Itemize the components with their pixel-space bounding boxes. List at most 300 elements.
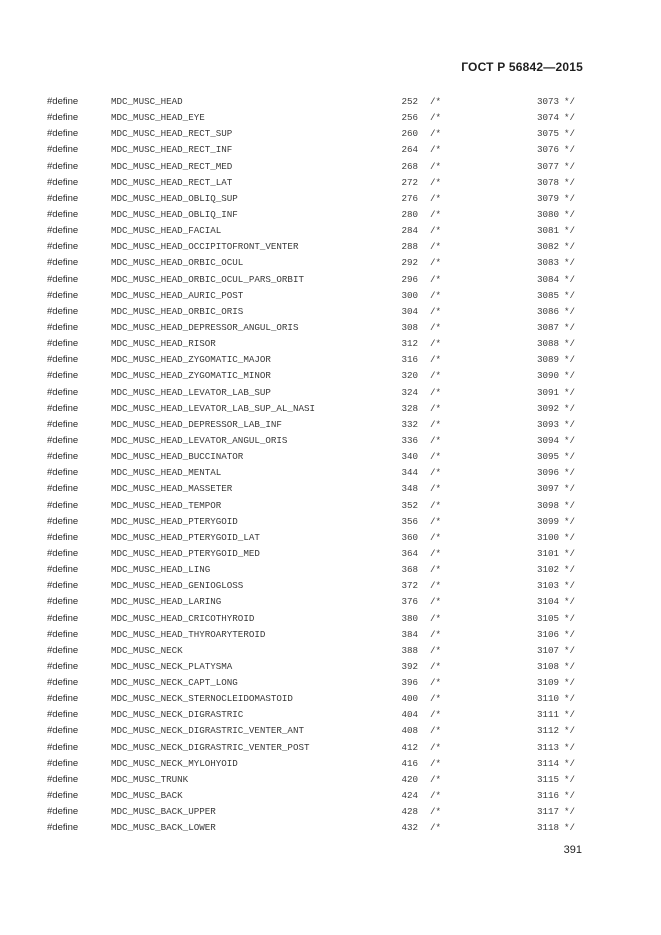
define-keyword: #define: [47, 225, 79, 237]
define-keyword: #define: [47, 709, 79, 721]
comment-code: 3090: [536, 370, 559, 382]
define-keyword: #define: [47, 580, 79, 592]
define-row: [0, 352, 661, 368]
define-row: [0, 255, 661, 271]
comment-open: /*: [430, 822, 442, 834]
comment-close: */: [564, 273, 576, 285]
define-keyword: #define: [47, 289, 79, 301]
define-row: [0, 401, 661, 417]
comment-open: /*: [430, 338, 442, 350]
define-row: [0, 659, 661, 675]
comment-open: /*: [430, 580, 442, 592]
constant-value: 396: [401, 677, 418, 689]
constant-value: 404: [401, 709, 418, 721]
define-row: [0, 433, 661, 449]
constant-value: 364: [401, 547, 418, 559]
constant-value: 416: [401, 757, 418, 769]
constant-name: MDC_MUSC_HEAD_PTERYGOID: [111, 515, 238, 527]
constant-value: 260: [401, 128, 418, 140]
constant-name: MDC_MUSC_HEAD_CRICOTHYROID: [111, 612, 255, 624]
comment-open: /*: [430, 257, 442, 269]
comment-close: */: [564, 176, 576, 188]
define-keyword: #define: [47, 644, 79, 656]
define-keyword: #define: [47, 451, 79, 463]
define-keyword: #define: [47, 112, 79, 124]
comment-open: /*: [430, 483, 442, 495]
constant-name: MDC_MUSC_NECK_PLATYSMA: [111, 660, 233, 672]
define-row: [0, 449, 661, 465]
define-keyword: #define: [47, 418, 79, 430]
comment-close: */: [564, 96, 576, 107]
page-number: 391: [563, 844, 582, 856]
comment-open: /*: [430, 208, 442, 220]
constant-value: 324: [401, 386, 418, 398]
comment-code: 3115: [536, 773, 559, 785]
constant-value: 296: [401, 273, 418, 285]
comment-close: */: [564, 580, 576, 592]
constant-name: MDC_MUSC_NECK: [111, 644, 183, 656]
comment-code: 3107: [536, 644, 559, 656]
comment-close: */: [564, 806, 576, 818]
define-row: [0, 94, 661, 110]
define-keyword: #define: [47, 790, 79, 802]
constant-name: MDC_MUSC_HEAD_EYE: [111, 112, 205, 124]
define-keyword: #define: [47, 160, 79, 172]
comment-close: */: [564, 596, 576, 608]
constant-value: 300: [401, 289, 418, 301]
comment-code: 3116: [536, 790, 559, 802]
comment-close: */: [564, 112, 576, 124]
comment-close: */: [564, 677, 576, 689]
comment-code: 3081: [536, 225, 559, 237]
comment-code: 3091: [536, 386, 559, 398]
define-row: [0, 110, 661, 126]
comment-open: /*: [430, 112, 442, 124]
define-row: [0, 804, 661, 820]
constant-value: 380: [401, 612, 418, 624]
define-keyword: #define: [47, 402, 79, 414]
constant-value: 252: [401, 96, 418, 107]
comment-close: */: [564, 725, 576, 737]
comment-code: 3098: [536, 499, 559, 511]
constant-name: MDC_MUSC_HEAD: [111, 96, 183, 107]
define-row: [0, 465, 661, 481]
define-keyword: #define: [47, 499, 79, 511]
define-keyword: #define: [47, 338, 79, 350]
constant-name: MDC_MUSC_HEAD_RECT_LAT: [111, 176, 233, 188]
constant-value: 412: [401, 741, 418, 753]
comment-close: */: [564, 515, 576, 527]
comment-close: */: [564, 467, 576, 479]
constant-value: 348: [401, 483, 418, 495]
define-row: [0, 417, 661, 433]
comment-code: 3117: [536, 806, 559, 818]
comment-close: */: [564, 499, 576, 511]
comment-open: /*: [430, 354, 442, 366]
define-row: [0, 223, 661, 239]
comment-close: */: [564, 741, 576, 753]
constant-name: MDC_MUSC_NECK_STERNOCLEIDOMASTOID: [111, 693, 293, 705]
constant-name: MDC_MUSC_HEAD_GENIOGLOSS: [111, 580, 244, 592]
comment-close: */: [564, 241, 576, 253]
comment-open: /*: [430, 725, 442, 737]
constant-value: 256: [401, 112, 418, 124]
define-keyword: #define: [47, 241, 79, 253]
constant-name: MDC_MUSC_HEAD_LEVATOR_ANGUL_ORIS: [111, 434, 288, 446]
define-keyword: #define: [47, 321, 79, 333]
constant-value: 304: [401, 305, 418, 317]
define-keyword: #define: [47, 176, 79, 188]
comment-code: 3083: [536, 257, 559, 269]
constant-name: MDC_MUSC_BACK: [111, 790, 183, 802]
comment-close: */: [564, 225, 576, 237]
comment-code: 3106: [536, 628, 559, 640]
constant-name: MDC_MUSC_NECK_MYLOHYOID: [111, 757, 238, 769]
comment-open: /*: [430, 241, 442, 253]
define-row: [0, 191, 661, 207]
comment-code: 3076: [536, 144, 559, 156]
constant-value: 332: [401, 418, 418, 430]
define-keyword: #define: [47, 596, 79, 608]
constant-name: MDC_MUSC_HEAD_OCCIPITOFRONT_VENTER: [111, 241, 299, 253]
define-row: [0, 740, 661, 756]
comment-code: 3112: [536, 725, 559, 737]
comment-open: /*: [430, 531, 442, 543]
define-list: [0, 94, 661, 836]
define-row: [0, 691, 661, 707]
constant-value: 428: [401, 806, 418, 818]
define-keyword: #define: [47, 741, 79, 753]
comment-open: /*: [430, 128, 442, 140]
define-row: [0, 304, 661, 320]
constant-value: 420: [401, 773, 418, 785]
comment-close: */: [564, 757, 576, 769]
comment-close: */: [564, 773, 576, 785]
constant-value: 276: [401, 192, 418, 204]
comment-open: /*: [430, 451, 442, 463]
constant-name: MDC_MUSC_HEAD_LING: [111, 564, 211, 576]
comment-code: 3082: [536, 241, 559, 253]
comment-open: /*: [430, 370, 442, 382]
comment-close: */: [564, 451, 576, 463]
define-row: [0, 756, 661, 772]
comment-open: /*: [430, 321, 442, 333]
constant-name: MDC_MUSC_HEAD_ORBIC_OCUL_PARS_ORBIT: [111, 273, 304, 285]
comment-code: 3086: [536, 305, 559, 317]
constant-value: 284: [401, 225, 418, 237]
constant-name: MDC_MUSC_HEAD_LEVATOR_LAB_SUP_AL_NASI: [111, 402, 315, 414]
constant-name: MDC_MUSC_HEAD_LEVATOR_LAB_SUP: [111, 386, 271, 398]
define-row: [0, 385, 661, 401]
define-keyword: #define: [47, 273, 79, 285]
define-keyword: #define: [47, 773, 79, 785]
define-row: [0, 498, 661, 514]
comment-open: /*: [430, 434, 442, 446]
comment-code: 3105: [536, 612, 559, 624]
comment-close: */: [564, 660, 576, 672]
comment-open: /*: [430, 499, 442, 511]
constant-name: MDC_MUSC_HEAD_ZYGOMATIC_MINOR: [111, 370, 271, 382]
constant-value: 288: [401, 241, 418, 253]
constant-value: 312: [401, 338, 418, 350]
define-row: [0, 207, 661, 223]
define-keyword: #define: [47, 660, 79, 672]
comment-code: 3089: [536, 354, 559, 366]
constant-value: 320: [401, 370, 418, 382]
comment-code: 3094: [536, 434, 559, 446]
comment-code: 3074: [536, 112, 559, 124]
comment-close: */: [564, 644, 576, 656]
define-row: [0, 562, 661, 578]
comment-open: /*: [430, 192, 442, 204]
constant-value: 376: [401, 596, 418, 608]
constant-name: MDC_MUSC_HEAD_DEPRESSOR_LAB_INF: [111, 418, 282, 430]
comment-code: 3111: [536, 709, 559, 721]
comment-code: 3084: [536, 273, 559, 285]
constant-value: 280: [401, 208, 418, 220]
define-row: [0, 320, 661, 336]
comment-code: 3077: [536, 160, 559, 172]
comment-open: /*: [430, 741, 442, 753]
constant-name: MDC_MUSC_HEAD_RECT_INF: [111, 144, 233, 156]
comment-close: */: [564, 305, 576, 317]
comment-open: /*: [430, 225, 442, 237]
comment-open: /*: [430, 644, 442, 656]
define-row: [0, 594, 661, 610]
define-keyword: #define: [47, 257, 79, 269]
comment-open: /*: [430, 596, 442, 608]
define-keyword: #define: [47, 208, 79, 220]
comment-code: 3078: [536, 176, 559, 188]
constant-value: 392: [401, 660, 418, 672]
comment-close: */: [564, 434, 576, 446]
comment-code: 3113: [536, 741, 559, 753]
comment-close: */: [564, 386, 576, 398]
constant-value: 292: [401, 257, 418, 269]
comment-open: /*: [430, 289, 442, 301]
define-row: [0, 481, 661, 497]
constant-name: MDC_MUSC_NECK_DIGRASTRIC_VENTER_ANT: [111, 725, 304, 737]
constant-name: MDC_MUSC_NECK_CAPT_LONG: [111, 677, 238, 689]
constant-value: 384: [401, 628, 418, 640]
comment-open: /*: [430, 806, 442, 818]
define-row: [0, 175, 661, 191]
constant-name: MDC_MUSC_HEAD_MENTAL: [111, 467, 222, 479]
constant-name: MDC_MUSC_HEAD_LARING: [111, 596, 222, 608]
comment-code: 3103: [536, 580, 559, 592]
constant-name: MDC_MUSC_HEAD_TEMPOR: [111, 499, 222, 511]
define-keyword: #define: [47, 483, 79, 495]
constant-name: MDC_MUSC_HEAD_AURIC_POST: [111, 289, 244, 301]
define-keyword: #define: [47, 564, 79, 576]
define-row: [0, 611, 661, 627]
comment-code: 3099: [536, 515, 559, 527]
comment-open: /*: [430, 773, 442, 785]
comment-close: */: [564, 370, 576, 382]
define-row: [0, 159, 661, 175]
constant-name: MDC_MUSC_BACK_UPPER: [111, 806, 216, 818]
define-row: [0, 675, 661, 691]
comment-close: */: [564, 321, 576, 333]
define-keyword: #define: [47, 434, 79, 446]
define-row: [0, 368, 661, 384]
comment-open: /*: [430, 160, 442, 172]
define-keyword: #define: [47, 693, 79, 705]
comment-close: */: [564, 354, 576, 366]
define-keyword: #define: [47, 305, 79, 317]
comment-close: */: [564, 257, 576, 269]
define-row: [0, 272, 661, 288]
constant-name: MDC_MUSC_TRUNK: [111, 773, 189, 785]
comment-close: */: [564, 144, 576, 156]
constant-value: 356: [401, 515, 418, 527]
constant-name: MDC_MUSC_HEAD_MASSETER: [111, 483, 233, 495]
define-row: [0, 788, 661, 804]
comment-close: */: [564, 483, 576, 495]
constant-value: 388: [401, 644, 418, 656]
comment-close: */: [564, 128, 576, 140]
define-keyword: #define: [47, 531, 79, 543]
constant-value: 316: [401, 354, 418, 366]
constant-value: 372: [401, 580, 418, 592]
comment-open: /*: [430, 386, 442, 398]
comment-open: /*: [430, 547, 442, 559]
constant-name: MDC_MUSC_HEAD_THYROARYTEROID: [111, 628, 266, 640]
comment-open: /*: [430, 612, 442, 624]
define-row: [0, 723, 661, 739]
comment-close: */: [564, 402, 576, 414]
constant-value: 272: [401, 176, 418, 188]
constant-name: MDC_MUSC_HEAD_RECT_SUP: [111, 128, 233, 140]
comment-code: 3092: [536, 402, 559, 414]
comment-close: */: [564, 547, 576, 559]
comment-open: /*: [430, 757, 442, 769]
comment-code: 3108: [536, 660, 559, 672]
constant-name: MDC_MUSC_HEAD_FACIAL: [111, 225, 222, 237]
comment-close: */: [564, 790, 576, 802]
define-keyword: #define: [47, 547, 79, 559]
define-row: [0, 142, 661, 158]
comment-open: /*: [430, 418, 442, 430]
comment-open: /*: [430, 790, 442, 802]
constant-value: 308: [401, 321, 418, 333]
comment-open: /*: [430, 709, 442, 721]
define-keyword: #define: [47, 192, 79, 204]
define-keyword: #define: [47, 757, 79, 769]
comment-code: 3079: [536, 192, 559, 204]
comment-open: /*: [430, 660, 442, 672]
define-keyword: #define: [47, 612, 79, 624]
define-row: [0, 514, 661, 530]
comment-code: 3096: [536, 467, 559, 479]
define-row: [0, 578, 661, 594]
define-keyword: #define: [47, 725, 79, 737]
comment-code: 3073: [536, 96, 559, 107]
comment-code: 3101: [536, 547, 559, 559]
comment-open: /*: [430, 402, 442, 414]
comment-close: */: [564, 612, 576, 624]
comment-code: 3109: [536, 677, 559, 689]
constant-value: 328: [401, 402, 418, 414]
constant-value: 400: [401, 693, 418, 705]
comment-code: 3080: [536, 208, 559, 220]
constant-name: MDC_MUSC_HEAD_OBLIQ_INF: [111, 208, 238, 220]
comment-close: */: [564, 338, 576, 350]
comment-code: 3093: [536, 418, 559, 430]
define-row: [0, 126, 661, 142]
comment-code: 3102: [536, 564, 559, 576]
comment-open: /*: [430, 305, 442, 317]
constant-name: MDC_MUSC_NECK_DIGRASTRIC: [111, 709, 244, 721]
constant-name: MDC_MUSC_HEAD_ORBIC_OCUL: [111, 257, 244, 269]
comment-code: 3075: [536, 128, 559, 140]
define-keyword: #define: [47, 128, 79, 140]
comment-open: /*: [430, 693, 442, 705]
define-keyword: #define: [47, 467, 79, 479]
define-row: [0, 820, 661, 836]
constant-name: MDC_MUSC_HEAD_ORBIC_ORIS: [111, 305, 244, 317]
define-keyword: #define: [47, 628, 79, 640]
define-row: [0, 530, 661, 546]
document-header: ГОСТ Р 56842—2015: [461, 60, 583, 74]
comment-close: */: [564, 418, 576, 430]
comment-open: /*: [430, 176, 442, 188]
comment-open: /*: [430, 677, 442, 689]
constant-name: MDC_MUSC_HEAD_ZYGOMATIC_MAJOR: [111, 354, 271, 366]
comment-open: /*: [430, 515, 442, 527]
constant-value: 344: [401, 467, 418, 479]
define-row: [0, 772, 661, 788]
constant-name: MDC_MUSC_HEAD_PTERYGOID_MED: [111, 547, 260, 559]
constant-name: MDC_MUSC_BACK_LOWER: [111, 822, 216, 834]
constant-name: MDC_MUSC_HEAD_RECT_MED: [111, 160, 233, 172]
comment-open: /*: [430, 564, 442, 576]
constant-name: MDC_MUSC_HEAD_OBLIQ_SUP: [111, 192, 238, 204]
comment-close: */: [564, 531, 576, 543]
constant-value: 424: [401, 790, 418, 802]
comment-close: */: [564, 822, 576, 834]
comment-close: */: [564, 628, 576, 640]
comment-close: */: [564, 564, 576, 576]
constant-name: MDC_MUSC_HEAD_RISOR: [111, 338, 216, 350]
constant-value: 264: [401, 144, 418, 156]
define-keyword: #define: [47, 677, 79, 689]
define-row: [0, 627, 661, 643]
constant-value: 336: [401, 434, 418, 446]
constant-name: MDC_MUSC_HEAD_PTERYGOID_LAT: [111, 531, 260, 543]
comment-close: */: [564, 192, 576, 204]
define-keyword: #define: [47, 354, 79, 366]
define-row: [0, 643, 661, 659]
define-row: [0, 707, 661, 723]
define-keyword: #define: [47, 822, 79, 834]
comment-close: */: [564, 289, 576, 301]
comment-close: */: [564, 693, 576, 705]
comment-code: 3087: [536, 321, 559, 333]
constant-value: 360: [401, 531, 418, 543]
constant-value: 352: [401, 499, 418, 511]
define-row: [0, 239, 661, 255]
constant-value: 432: [401, 822, 418, 834]
comment-code: 3114: [536, 757, 559, 769]
define-keyword: #define: [47, 386, 79, 398]
comment-close: */: [564, 160, 576, 172]
comment-code: 3110: [536, 693, 559, 705]
comment-open: /*: [430, 628, 442, 640]
constant-value: 340: [401, 451, 418, 463]
comment-code: 3085: [536, 289, 559, 301]
comment-close: */: [564, 709, 576, 721]
